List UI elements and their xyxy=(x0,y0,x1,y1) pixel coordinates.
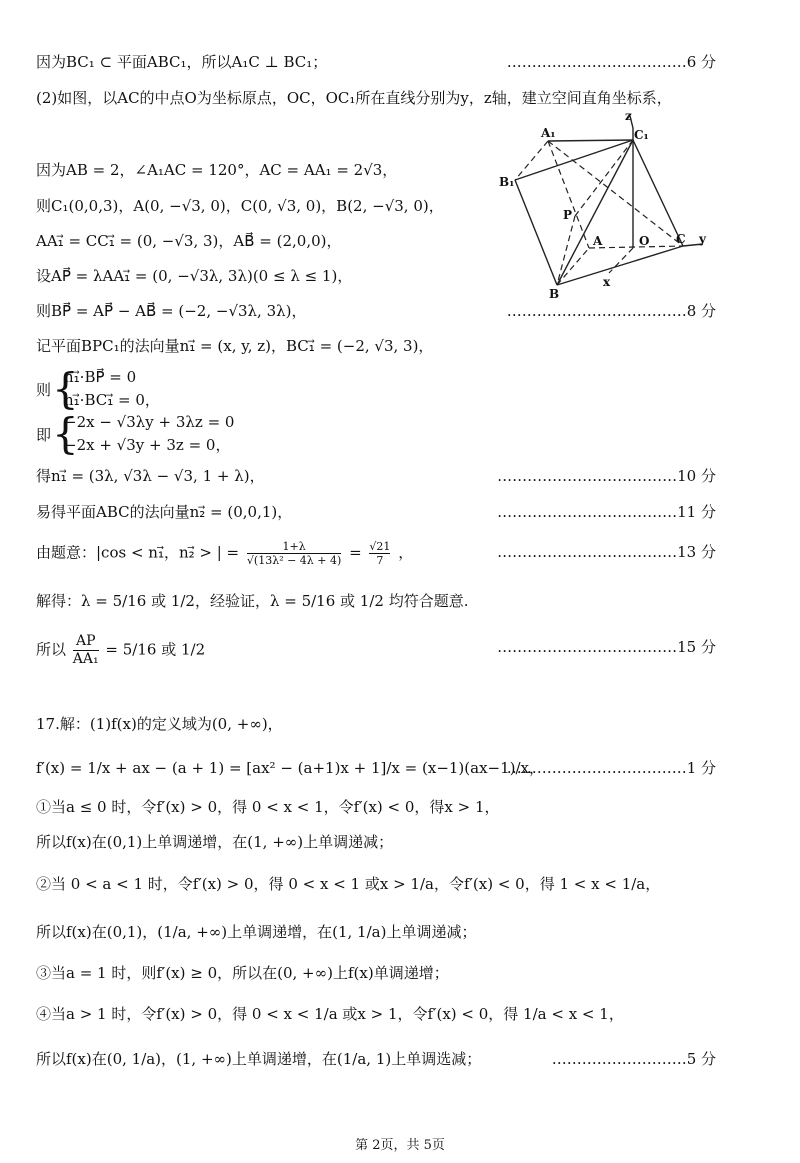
text-line: ①当a ≤ 0 时，令f′(x) > 0，得 0 < x < 1，令f′(x) < 0，得x > 1， xyxy=(36,798,500,816)
system-eq: n₁⃗·BC₁⃗ = 0， xyxy=(64,391,160,409)
cos-denominator: √(13λ² − 4λ + 4) xyxy=(246,554,342,567)
text-line: 解得：λ = 5/16 或 1/2，经验证，λ = 5/16 或 1/2 均符合题意. xyxy=(36,592,469,610)
edge-a1-c1 xyxy=(548,140,633,141)
text-line: 记平面BPC₁的法向量n₁⃗ = (x, y, z)，BC₁⃗ = (−2, √3, 3)， xyxy=(36,337,434,355)
final-tail: = 5/16 或 1/2 xyxy=(105,640,206,659)
cos-equation xyxy=(36,540,413,567)
edge-a1-c xyxy=(548,141,683,246)
system-eq: n₁⃗·BP⃗ = 0 xyxy=(64,368,137,386)
text-line: ④当a > 1 时，令f′(x) > 0，得 0 < x < 1/a 或x > 1，令f′(x) < 0，得 1/a < x < 1， xyxy=(36,1005,624,1023)
system-eq: −2x + √3y + 3z = 0， xyxy=(64,436,231,454)
text-line: 则BP⃗ = AP⃗ − AB⃗ = (−2, −√3λ, 3λ)， xyxy=(36,302,307,320)
text-line: ③当a = 1 时，则f′(x) ≥ 0，所以在(0, +∞)上f(x)单调递增； xyxy=(36,964,449,982)
label-b1: B₁ xyxy=(499,175,515,189)
text-line: (2)如图，以AC的中点O为坐标原点，OC，OC₁所在直线分别为y，z轴，建立空间直角坐标系， xyxy=(36,89,672,107)
label-b: B xyxy=(549,287,560,298)
cos-numerator: 1+λ xyxy=(247,540,341,554)
text-line: f′(x) = 1/x + ax − (a + 1) = [ax² − (a+1)x + 1]/x = (x−1)(ax−1)/x， xyxy=(36,759,545,777)
score-mark: ………………………………11 分 xyxy=(497,503,716,521)
text-line: AA₁⃗ = CC₁⃗ = (0, −√3, 3)，AB⃗ = (2,0,0)， xyxy=(36,232,342,250)
cos-tail: ， xyxy=(398,543,414,562)
score-mark: ………………………………1 分 xyxy=(506,759,716,777)
edge-c1-c xyxy=(633,140,683,246)
score-mark: ………………………………10 分 xyxy=(497,467,716,485)
edge-b-c xyxy=(557,246,683,285)
score-mark: ………………………5 分 xyxy=(551,1050,716,1068)
text-line: 得n₁⃗ = (3λ, √3λ − √3, 1 + λ)， xyxy=(36,467,265,485)
brace: { xyxy=(52,409,79,458)
brace: { xyxy=(52,364,79,413)
cos-eq: = xyxy=(349,543,362,562)
system-eq: −2x − √3λy + 3λz = 0 xyxy=(64,413,235,431)
geometry-figure xyxy=(493,108,721,298)
text-line: 因为AB = 2，∠A₁AC = 120°，AC = AA₁ = 2√3， xyxy=(36,161,398,179)
text-line: 17.解：(1)f(x)的定义域为(0, +∞)， xyxy=(36,715,283,733)
score-mark: ………………………………8 分 xyxy=(506,302,716,320)
label-a: A xyxy=(593,234,603,248)
edge-b1-b xyxy=(515,180,557,285)
label-o: O xyxy=(639,234,650,248)
cos-lead: 由题意：|cos < n₁⃗，n₂⃗ > | = xyxy=(36,543,240,562)
label-z: z xyxy=(625,109,632,123)
text-line: 所以f(x)在(0,1)，(1/a, +∞)上单调递增，在(1, 1/a)上单调递减； xyxy=(36,923,477,941)
text-line: ②当 0 < a < 1 时，令f′(x) > 0，得 0 < x < 1 或x > 1/a，令f′(x) < 0，得 1 < x < 1/a， xyxy=(36,875,661,893)
label-c: C xyxy=(676,232,686,246)
text-line: 因为BC₁ ⊂ 平面ABC₁，所以A₁C ⊥ BC₁； xyxy=(36,53,328,71)
final-denominator: AA₁ xyxy=(72,651,99,667)
system-lead: 即 xyxy=(36,426,52,444)
final-equation xyxy=(36,633,205,668)
label-a1: A₁ xyxy=(541,126,556,140)
label-y: y xyxy=(699,232,706,246)
edge-p-c1 xyxy=(575,140,633,216)
text-line: 所以f(x)在(0, 1/a)，(1, +∞)上单调递增，在(1/a, 1)上单调选减； xyxy=(36,1050,482,1068)
label-p: P xyxy=(563,208,573,222)
system-lead: 则 xyxy=(36,381,52,399)
text-line: 所以f(x)在(0,1)上单调递增，在(1, +∞)上单调递减； xyxy=(36,833,394,851)
final-lead: 所以 xyxy=(36,640,67,659)
score-mark: ………………………………6 分 xyxy=(506,53,716,71)
edge-a-c xyxy=(589,246,683,248)
page-footer: 第 2页，共 5页 xyxy=(355,1138,445,1153)
label-c1: C₁ xyxy=(634,128,649,142)
x-axis xyxy=(609,248,633,273)
score-mark: ………………………………15 分 xyxy=(497,638,716,656)
text-line: 设AP⃗ = λAA₁⃗ = (0, −√3λ, 3λ)(0 ≤ λ ≤ 1)， xyxy=(36,267,353,285)
ratio-numerator: √21 xyxy=(369,540,391,553)
label-x: x xyxy=(603,275,611,289)
text-line: 则C₁(0,0,3)，A(0, −√3, 0)，C(0, √3, 0)，B(2, −√3, 0)， xyxy=(36,197,444,215)
final-numerator: AP xyxy=(73,633,99,651)
score-mark: ………………………………13 分 xyxy=(497,543,716,561)
text-line: 易得平面ABC的法向量n₂⃗ = (0,0,1)， xyxy=(36,503,293,521)
ratio-denominator: 7 xyxy=(376,554,384,567)
